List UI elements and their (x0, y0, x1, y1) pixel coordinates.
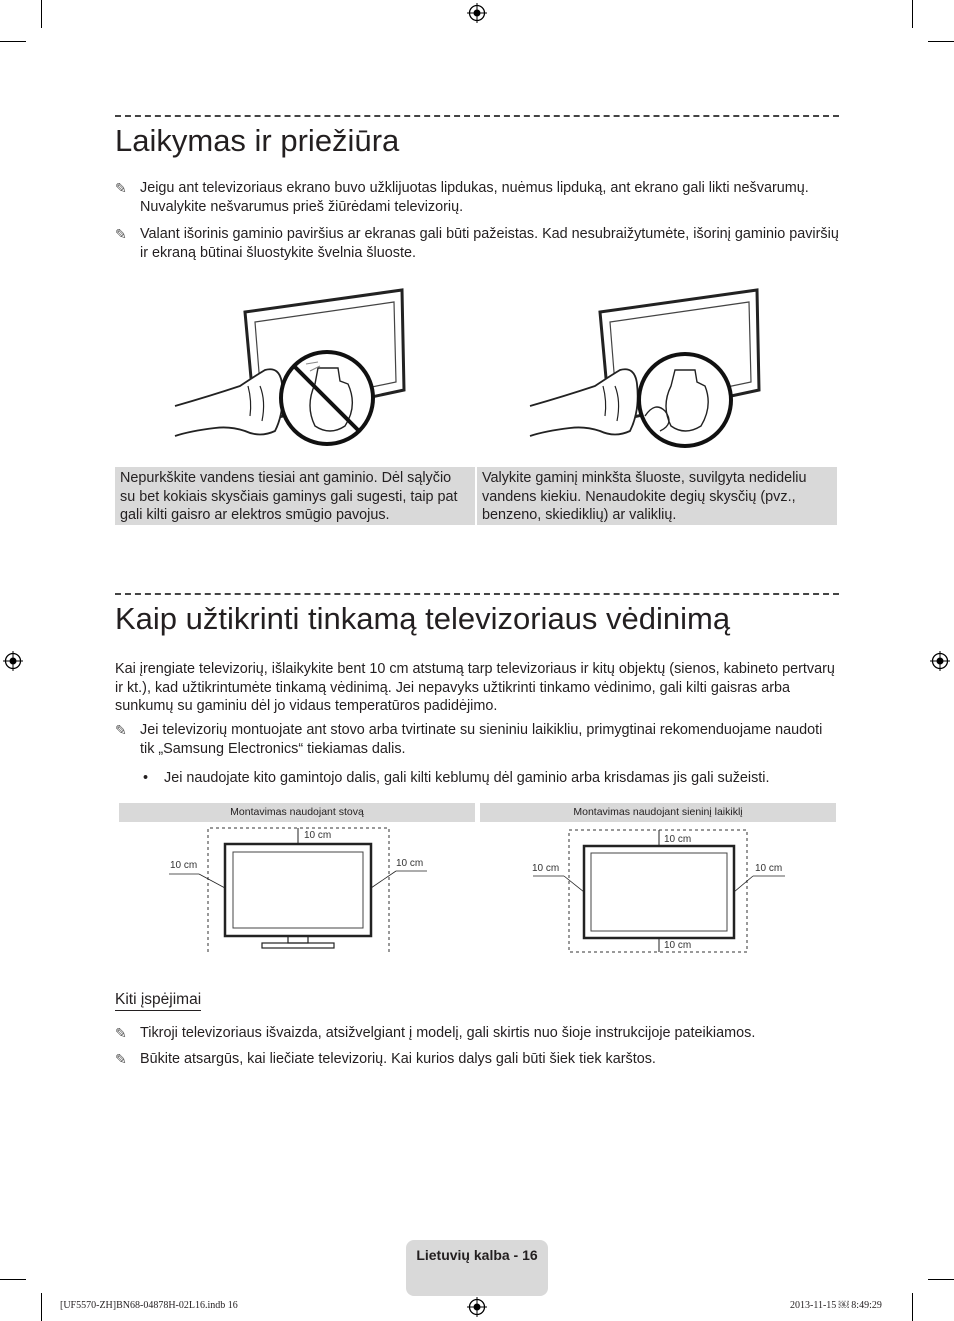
note-hot-parts (115, 1050, 840, 1069)
distance-label-right: 10 cm (755, 863, 783, 874)
caption-wipe: Valykite gaminį minkšta šluoste, suvilgyta nedideliu vandens kiekiu. Nenaudokite degių skysčių (pvz., benzeno, skiediklių) ar valiklių. (477, 467, 837, 525)
note-pencil-icon: ✎ (115, 722, 127, 738)
diagram-title-wall: Montavimas naudojant sieninį laikiklį (480, 803, 836, 822)
print-slug-right: 2013-11-15 ￼ 8:49:29 (790, 1300, 882, 1311)
diagram-wall-mount (480, 822, 836, 957)
caption-no-spray: Nepurkškite vandens tiesiai ant gaminio. Dėl sąlyčio su bet kokiais skysčiais gaminys gali sugesti, taip pat gali kilti gaisro ar elektros smūgio pavojus. (115, 467, 475, 525)
note-cleaning (115, 225, 840, 262)
distance-label-left: 10 cm (532, 863, 560, 874)
page-number: Lietuvių kalba - 16 (416, 1247, 538, 1263)
distance-label-bottom: 10 cm (664, 940, 692, 951)
crop-mark (928, 41, 954, 42)
registration-mark-icon (467, 3, 487, 23)
note-pencil-icon: ✎ (115, 226, 127, 242)
distance-label-left: 10 cm (170, 860, 198, 871)
illustration-no-spray (170, 286, 410, 456)
crop-mark (912, 1293, 913, 1321)
note-text: Valant išorinis gaminio paviršius ar ekranas gali būti pažeistas. Kad nesubraižytumėte, išorinį gaminio paviršių ir ekraną būtinai šluostykite švelnia šluoste. (140, 226, 839, 261)
crop-mark (912, 0, 913, 28)
ventilation-intro: Kai įrengiate televizorių, išlaikykite bent 10 cm atstumą tarp televizoriaus ir kitų objektų (sienos, kabineto pertvarų ir kt.), kad užtikrintumėte tinkamą vėdinimą. Jei nepavyks užtikrinti tinkamo vėdinimo, gali kilti gaisras arba sunkumų su gaminiu dėl jo vidaus temperatūros padidėjimo. (115, 661, 835, 714)
section-title-ventilation: Kaip užtikrinti tinkamą televizoriaus vėdinimą (115, 601, 731, 636)
note-text: Jei televizorių montuojate ant stovo arba tvirtinate su sieniniu laikikliu, primygtinai rekomenduojame naudoti tik „Samsung Electronics“ tiekiamas dalis. (140, 722, 823, 757)
note-pencil-icon: ✎ (115, 180, 127, 196)
note-pencil-icon: ✎ (115, 1025, 127, 1041)
crop-mark (0, 41, 26, 42)
bullet-text: Jei naudojate kito gamintojo dalis, gali kilti keblumų dėl gaminio arba krisdamas jis gali sužeisti. (164, 770, 770, 786)
section-divider (115, 593, 839, 595)
note-samsung-parts (115, 721, 840, 758)
bullet-icon: • (143, 770, 149, 786)
crop-mark (928, 1279, 954, 1280)
illustration-wipe-cloth (525, 286, 765, 456)
crop-mark (0, 1279, 26, 1280)
registration-mark-icon (930, 651, 950, 671)
section-divider (115, 115, 839, 117)
section-title-other-warnings: Kiti įspėjimai (115, 991, 201, 1011)
distance-label-top: 10 cm (664, 834, 692, 845)
crop-mark (41, 1293, 42, 1321)
note-sticker (115, 179, 840, 216)
registration-mark-icon (3, 651, 23, 671)
note-text: Jeigu ant televizoriaus ekrano buvo užklijuotas lipdukas, nuėmus lipduką, ant ekrano gali likti nešvarumų. Nuvalykite nešvarumus prieš žiūrėdami televizorių. (140, 180, 809, 215)
note-appearance (115, 1024, 840, 1043)
distance-label-right: 10 cm (396, 858, 424, 869)
print-slug-left: [UF5570-ZH]BN68-04878H-02L16.indb 16 (60, 1300, 238, 1311)
diagram-title-stand: Montavimas naudojant stovą (119, 803, 475, 822)
diagram-stand-mount (119, 822, 475, 957)
crop-mark (41, 0, 42, 28)
page-number-tab (406, 1240, 548, 1296)
note-pencil-icon: ✎ (115, 1051, 127, 1067)
bullet-other-parts (115, 769, 840, 788)
note-text: Būkite atsargūs, kai liečiate televizorių. Kai kurios dalys gali būti šiek tiek karštos. (140, 1051, 656, 1067)
distance-label-top: 10 cm (304, 830, 332, 841)
section-title-care: Laikymas ir priežiūra (115, 123, 400, 158)
registration-mark-icon (467, 1297, 487, 1317)
note-text: Tikroji televizoriaus išvaizda, atsižvelgiant į modelį, gali skirtis nuo šioje instrukcijoje pateikiamos. (140, 1025, 756, 1041)
